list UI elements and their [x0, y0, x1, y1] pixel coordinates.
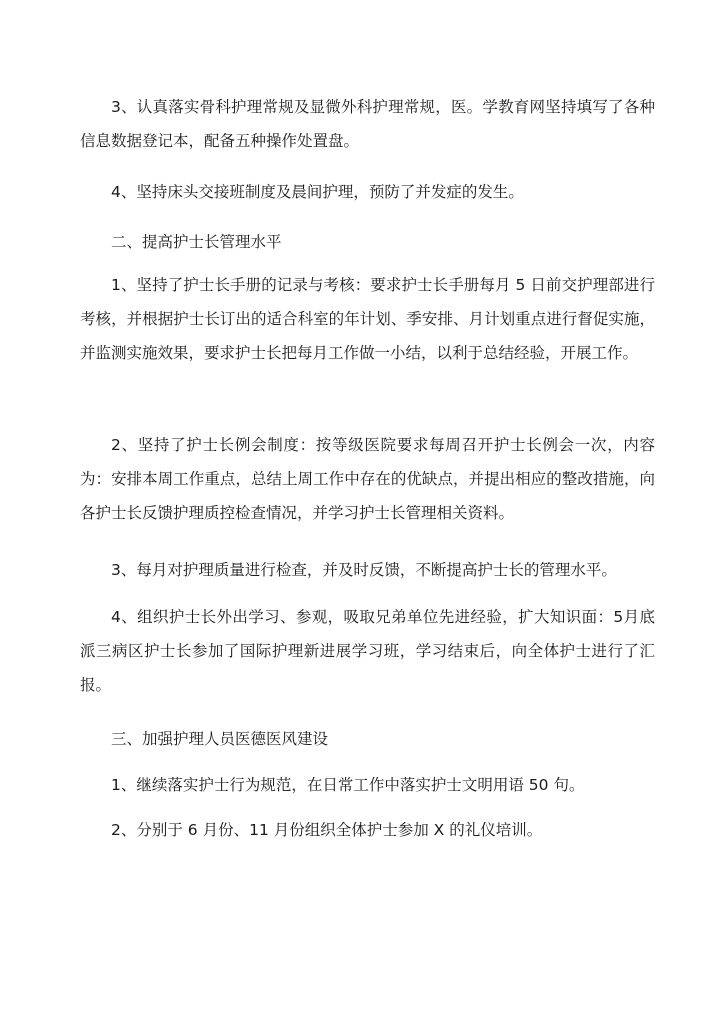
paragraph-item-3-nursing-routine: 3、认真落实骨科护理常规及显微外科护理常规，医。学教育网坚持填写了各种信息数据登记本，配备五种操作处置盘。 [80, 98, 655, 150]
paragraph-item-1-behavior-norms: 1、继续落实护士行为规范，在日常工作中落实护士文明用语 50 句。 [111, 776, 585, 794]
paragraph-item-2-etiquette-training: 2、分别于 6 月份、11 月份组织全体护士参加 X 的礼仪培训。 [111, 821, 543, 839]
section-heading-3: 三、加强护理人员医德医风建设 [111, 730, 329, 748]
paragraph-item-4-external-study: 4、组织护士长外出学习、参观，吸取兄弟单位先进经验，扩大知识面：5月底派三病区护士长参加了国际护理新进展学习班，学习结束后，向全体护士进行了汇报。 [80, 608, 655, 694]
paragraph-item-1-head-nurse-manual: 1、坚持了护士长手册的记录与考核：要求护士长手册每月 5 日前交护理部进行考核，并根据护士长订出的适合科室的年计划、季安排、月计划重点进行督促实施，并监测实施效果，要求护士长把每月工作做一小结，以利于总结经验，开展工作。 [80, 276, 655, 362]
paragraph-item-3-quality-check: 3、每月对护理质量进行检查，并及时反馈，不断提高护士长的管理水平。 [111, 561, 617, 579]
section-heading-2: 二、提高护士长管理水平 [111, 233, 282, 251]
paragraph-item-4-shift-handover: 4、坚持床头交接班制度及晨间护理，预防了并发症的发生。 [111, 183, 524, 201]
paragraph-item-2-head-nurse-meeting: 2、坚持了护士长例会制度：按等级医院要求每周召开护士长例会一次，内容为：安排本周工作重点，总结上周工作中存在的优缺点，并提出相应的整改措施，向各护士长反馈护理质控检查情况，并学习护士长管理相关资料。 [80, 436, 655, 522]
